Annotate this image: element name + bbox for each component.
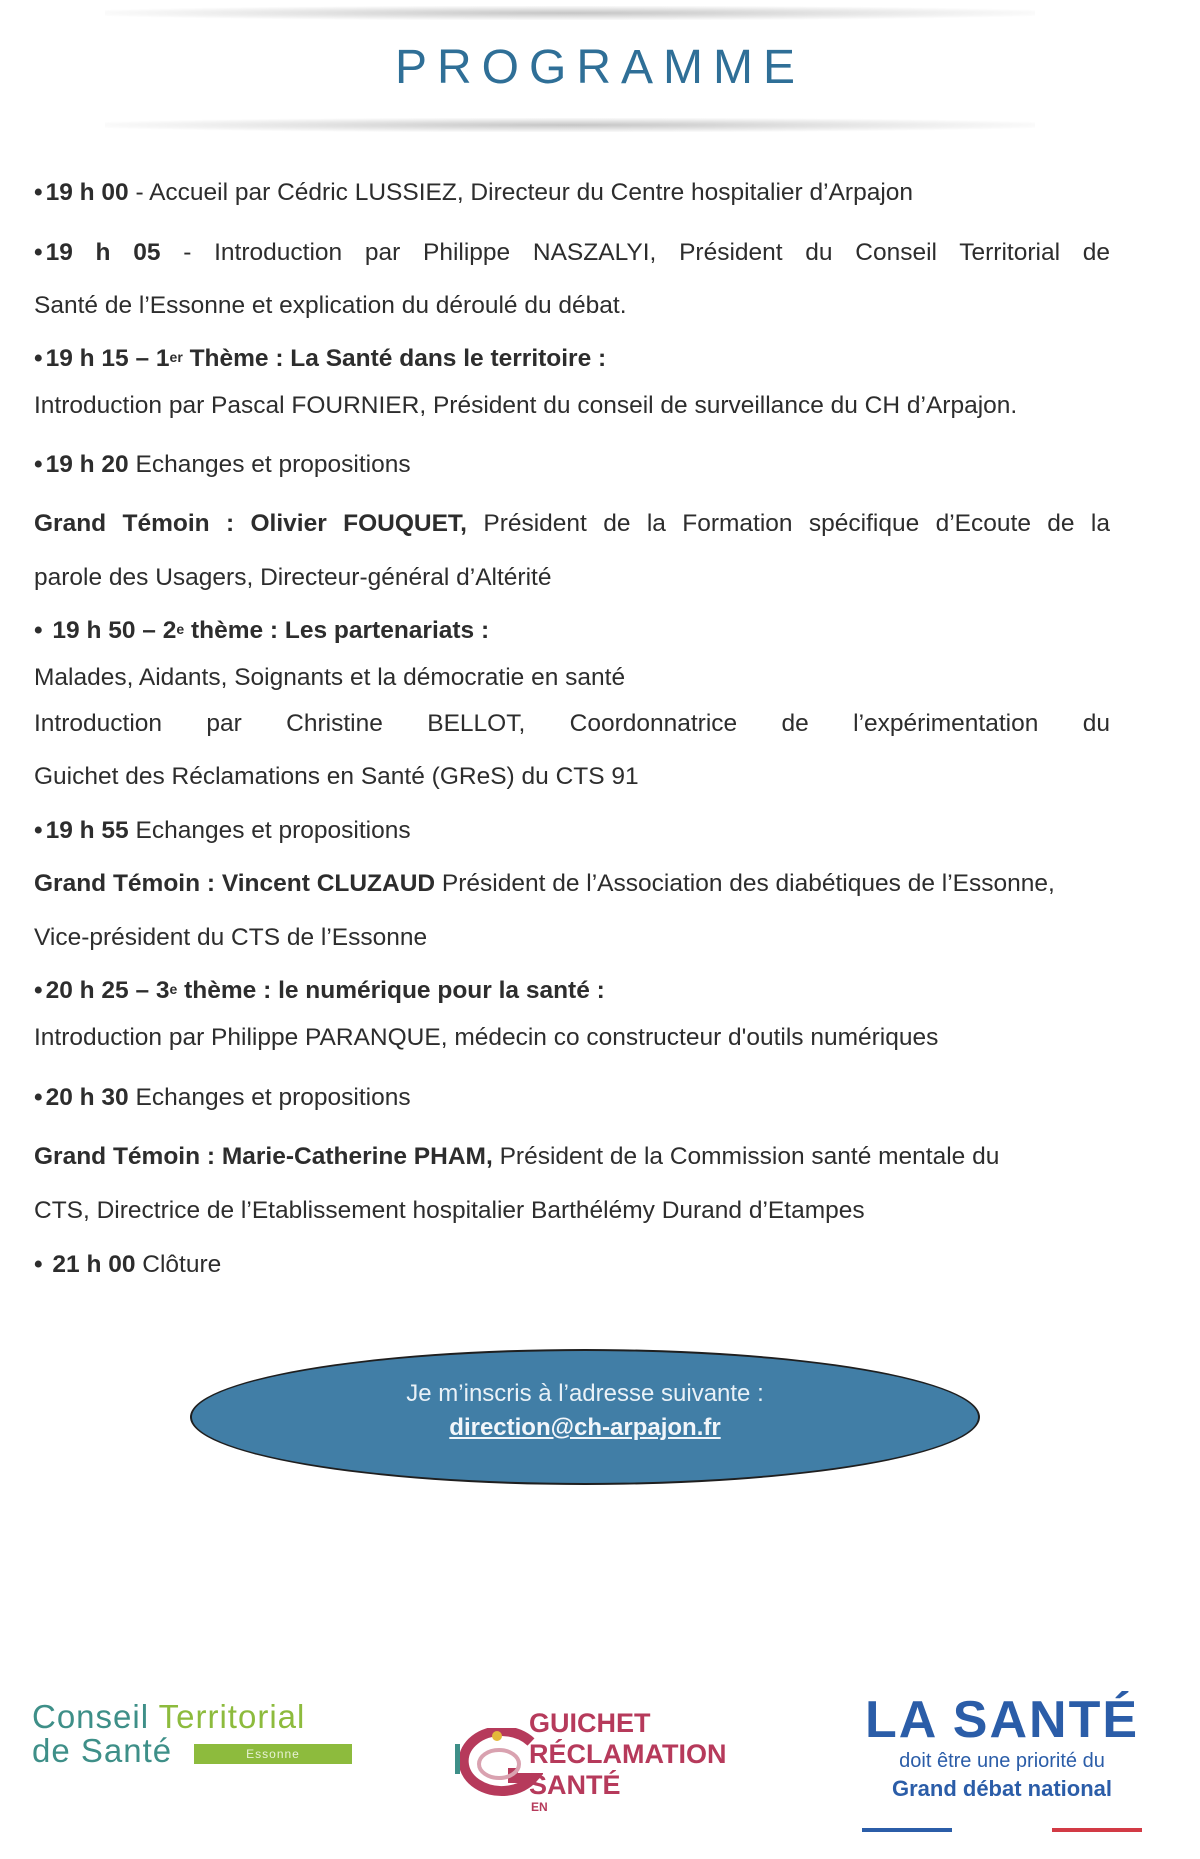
registration-text: Je m’inscris à l’adresse suivante : — [406, 1380, 764, 1407]
grand-temoin-3-cont: CTS, Directrice de l’Etablissement hospitalier Barthélémy Durand d’Etampes — [34, 1197, 865, 1224]
item-text: Echanges et propositions — [128, 451, 411, 478]
cts-logo: Conseil Territorial de Santé Essonne — [32, 1700, 362, 1790]
program-item-1900: • 19 h 00 - Accueil par Cédric LUSSIEZ, Directeur du Centre hospitalier d’Arpajon — [34, 179, 914, 206]
registration-email-link[interactable]: direction@ch-arpajon.fr — [449, 1414, 721, 1441]
program-item-1950: • 19 h 50 – 2e thème : Les partenariats : — [34, 617, 490, 644]
item-text: - Introduction par Philippe NASZALYI, Président du Conseil Territorial de — [160, 239, 1110, 266]
flag-red-stripe — [1052, 1828, 1142, 1832]
program-item-1950-cont: Guichet des Réclamations en Santé (GReS) du CTS 91 — [34, 763, 639, 790]
witness-text: Président de la Formation spécifique d’Ecoute de la — [467, 510, 1110, 537]
program-item-2100: • 21 h 00 Clôture — [34, 1251, 222, 1278]
time: 20 h 25 – 3 — [45, 977, 170, 1004]
time: 21 h 00 — [45, 1251, 136, 1278]
grand-temoin-3 — [34, 1142, 999, 1172]
program-item-2030: • 20 h 30 Echanges et propositions — [34, 1084, 411, 1111]
witness-label: Grand Témoin : Vincent CLUZAUD — [34, 870, 436, 897]
program-item-1915: • 19 h 15 – 1er Thème : La Santé dans le territoire : — [34, 345, 607, 372]
cts-logo-tag: Essonne — [194, 1744, 352, 1764]
time: 19 h 55 — [45, 817, 129, 844]
program-item-1905: • 19 h 05 - Introduction par Philippe NASZALYI, Président du Conseil Territorial de — [34, 239, 1110, 266]
witness-label: Grand Témoin : Marie-Catherine PHAM, — [34, 1143, 493, 1170]
witness-text: Président de l’Association des diabétiques de l’Essonne, — [435, 870, 1055, 897]
program-item-1955: • 19 h 55 Echanges et propositions — [34, 817, 411, 844]
top-divider — [105, 6, 1035, 20]
item-text: - Accueil par Cédric LUSSIEZ, Directeur du Centre hospitalier d’Arpajon — [128, 179, 914, 206]
program-item-1950-sub: Malades, Aidants, Soignants et la démocratie en santé — [34, 664, 626, 691]
program-item-2025-intro: Introduction par Philippe PARANQUE, médecin co constructeur d'outils numériques — [34, 1024, 939, 1051]
program-item-2025: • 20 h 25 – 3e thème : le numérique pour la santé : — [34, 977, 605, 1004]
program-item-1950-intro: Introduction par Christine BELLOT, Coordonnatrice de l’expérimentation du — [34, 710, 1110, 737]
grand-temoin-1 — [34, 509, 1110, 539]
time: 19 h 20 — [45, 451, 129, 478]
guichet-logo: GUICHET RÉCLAMATION SANTÉ EN — [445, 1708, 775, 1818]
grand-temoin-2 — [34, 869, 1055, 899]
witness-text: Président de la Commission santé mentale du — [492, 1143, 1000, 1170]
program-item-1915-intro: Introduction par Pascal FOURNIER, Président du conseil de surveillance du CH d’Arpajon. — [34, 392, 1018, 419]
theme-title: Thème : La Santé dans le territoire : — [182, 345, 607, 372]
time: 19 h 05 — [45, 239, 161, 266]
program-item-1905-cont: Santé de l’Essonne et explication du déroulé du débat. — [34, 292, 627, 319]
item-text: Echanges et propositions — [128, 1084, 411, 1111]
item-text: Echanges et propositions — [128, 817, 411, 844]
time: 20 h 30 — [45, 1084, 129, 1111]
item-text: Clôture — [135, 1251, 222, 1278]
grand-temoin-1-cont: parole des Usagers, Directeur-général d’Altérité — [34, 564, 552, 591]
program-item-1920: • 19 h 20 Echanges et propositions — [34, 451, 411, 478]
time: 19 h 15 – 1 — [45, 345, 170, 372]
la-sante-logo: LA SANTÉ doit être une priorité du Grand débat national — [852, 1692, 1152, 1842]
title-divider — [105, 118, 1035, 132]
flag-blue-stripe — [862, 1828, 952, 1832]
theme-title: thème : le numérique pour la santé : — [177, 977, 605, 1004]
page-title: PROGRAMME — [394, 41, 805, 94]
theme-title: thème : Les partenariats : — [184, 617, 490, 644]
time: 19 h 50 – 2 — [45, 617, 177, 644]
grand-temoin-2-cont: Vice-président du CTS de l’Essonne — [34, 924, 428, 951]
witness-label: Grand Témoin : Olivier FOUQUET, — [34, 510, 467, 537]
registration-oval — [190, 1349, 980, 1485]
time: 19 h 00 — [45, 179, 129, 206]
